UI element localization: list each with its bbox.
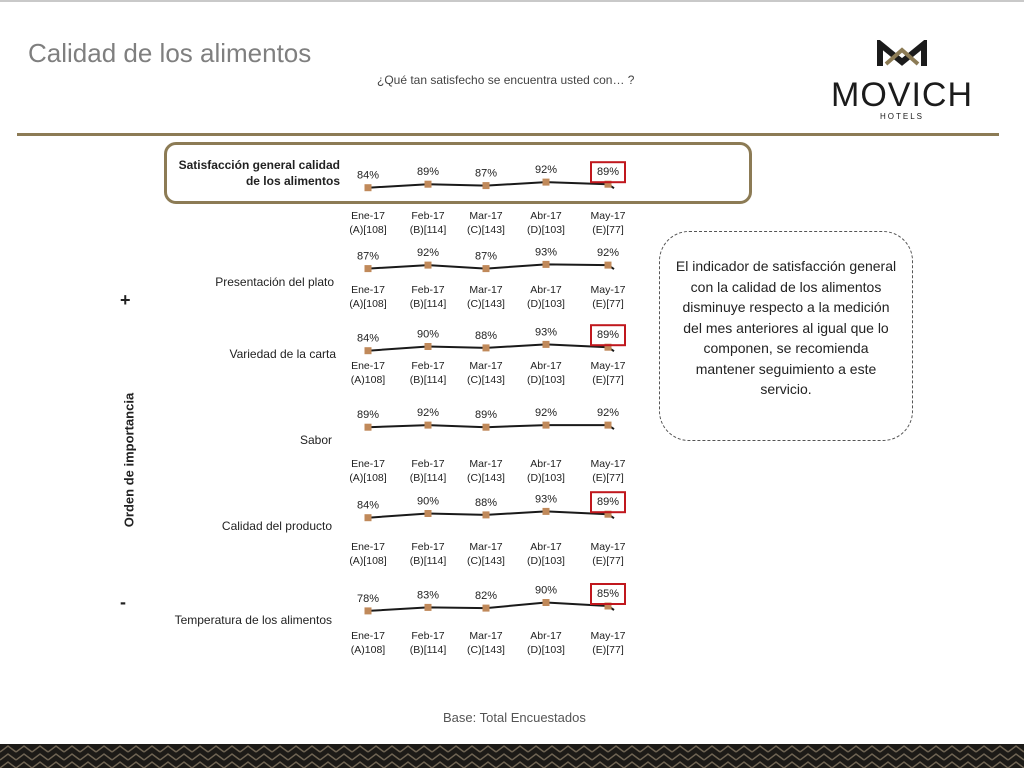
- flavor-category-sub-label-1: (A)[108]: [349, 472, 387, 484]
- variety-data-label-4: 93%: [534, 326, 558, 339]
- base-note: Base: Total Encuestados: [443, 710, 586, 725]
- overall-category-label-5: May-17: [590, 210, 626, 222]
- variety-category-sub-label-2: (B)[114]: [409, 374, 447, 386]
- temperature-category-sub-label-2: (B)[114]: [409, 644, 447, 656]
- overall-category-sub-label-3: (C)[143]: [467, 224, 505, 236]
- row-label-presentation: Presentación del plato: [215, 275, 334, 289]
- presentation-point-4: [543, 261, 550, 268]
- temperature-point-1: [365, 607, 372, 614]
- variety-category-label-5: May-17: [590, 360, 626, 372]
- flavor-point-4: [543, 422, 550, 429]
- flavor-data-label-4: 92%: [534, 407, 558, 420]
- temperature-category-label-4: Abr-17: [530, 630, 562, 642]
- row-label-overall: Satisfacción general calidad de los alimentos: [178, 158, 340, 188]
- flavor-point-1: [365, 424, 372, 431]
- overall-category-label-2: Feb-17: [411, 210, 445, 222]
- product-quality-series-line: [368, 511, 614, 518]
- flavor-data-label-2: 92%: [416, 407, 440, 420]
- variety-data-label-5: 89%: [596, 329, 620, 342]
- variety-category-sub-label-1: (A)108]: [350, 374, 386, 386]
- temperature-category-sub-label-4: (D)[103]: [527, 644, 565, 656]
- flavor-point-3: [483, 424, 490, 431]
- presentation-category-label-5: May-17: [590, 284, 626, 296]
- flavor-category-label-2: Feb-17: [411, 458, 445, 470]
- row-label-temperature: Temperatura de los alimentos: [174, 613, 332, 627]
- flavor-data-label-3: 89%: [474, 409, 498, 422]
- flavor-category-label-1: Ene-17: [351, 458, 385, 470]
- overall-data-label-4: 92%: [534, 164, 558, 177]
- presentation-category-sub-label-2: (B)[114]: [409, 298, 447, 310]
- temperature-point-2: [425, 604, 432, 611]
- product-quality-point-4: [543, 508, 550, 515]
- presentation-category-label-3: Mar-17: [469, 284, 503, 296]
- variety-data-label-1: 84%: [356, 332, 380, 345]
- product-quality-category-sub-label-2: (B)[114]: [409, 555, 447, 567]
- presentation-series-line: [368, 264, 614, 269]
- flavor-category-sub-label-4: (D)[103]: [527, 472, 565, 484]
- overall-category-sub-label-1: (A)[108]: [349, 224, 387, 236]
- row-label-product-quality: Calidad del producto: [221, 519, 332, 533]
- overall-category-sub-label-4: (D)[103]: [527, 224, 565, 236]
- presentation-category-sub-label-1: (A)[108]: [349, 298, 387, 310]
- flavor-data-label-5: 92%: [596, 407, 620, 420]
- presentation-data-label-3: 87%: [474, 250, 498, 263]
- flavor-point-5: [605, 422, 612, 429]
- variety-category-sub-label-5: (E)[77]: [592, 374, 624, 386]
- variety-point-1: [365, 347, 372, 354]
- overall-data-label-2: 89%: [416, 166, 440, 179]
- temperature-data-label-2: 83%: [416, 589, 440, 602]
- row-label-variety: Variedad de la carta: [229, 347, 336, 361]
- flavor-category-sub-label-5: (E)[77]: [592, 472, 624, 484]
- overall-category-label-4: Abr-17: [530, 210, 562, 222]
- overall-data-label-1: 84%: [356, 169, 380, 182]
- variety-category-label-1: Ene-17: [351, 360, 385, 372]
- temperature-data-label-5: 85%: [596, 588, 620, 600]
- presentation-point-2: [425, 262, 432, 269]
- variety-data-label-3: 88%: [474, 329, 498, 342]
- product-quality-category-label-3: Mar-17: [469, 541, 503, 553]
- presentation-data-label-2: 92%: [416, 247, 440, 260]
- variety-category-label-2: Feb-17: [411, 360, 445, 372]
- variety-category-label-4: Abr-17: [530, 360, 562, 372]
- flavor-category-label-4: Abr-17: [530, 458, 562, 470]
- overall-category-label-3: Mar-17: [469, 210, 503, 222]
- product-quality-category-label-4: Abr-17: [530, 541, 562, 553]
- overall-point-4: [543, 179, 550, 186]
- temperature-point-3: [483, 605, 490, 612]
- decorative-footer-band: [0, 744, 1024, 768]
- variety-category-sub-label-3: (C)[143]: [467, 374, 505, 386]
- flavor-data-label-1: 89%: [356, 409, 380, 422]
- product-quality-category-sub-label-4: (D)[103]: [527, 555, 565, 567]
- product-quality-data-label-5: 89%: [596, 496, 620, 509]
- page-subtitle: ¿Qué tan satisfecho se encuentra usted con… ?: [377, 73, 635, 87]
- temperature-category-sub-label-1: (A)108]: [350, 644, 386, 656]
- logo-brand: MOVICH: [831, 76, 973, 114]
- presentation-category-sub-label-4: (D)[103]: [527, 298, 565, 310]
- product-quality-category-label-1: Ene-17: [351, 541, 385, 553]
- page-title: Calidad de los alimentos: [28, 38, 312, 68]
- overall-point-1: [365, 184, 372, 191]
- temperature-category-label-2: Feb-17: [411, 630, 445, 642]
- overall-point-2: [425, 181, 432, 188]
- overall-category-sub-label-2: (B)[114]: [409, 224, 447, 236]
- flavor-category-sub-label-2: (B)[114]: [409, 472, 447, 484]
- overall-series-line: [368, 182, 614, 188]
- logo-sub: HOTELS: [879, 112, 925, 121]
- presentation-category-sub-label-5: (E)[77]: [592, 298, 624, 310]
- temperature-category-sub-label-3: (C)[143]: [467, 644, 505, 656]
- product-quality-data-label-2: 90%: [416, 495, 440, 508]
- temperature-category-label-3: Mar-17: [469, 630, 503, 642]
- product-quality-category-sub-label-1: (A)[108]: [349, 555, 387, 567]
- importance-axis-title: Orden de importancia: [121, 392, 137, 528]
- flavor-category-label-3: Mar-17: [469, 458, 503, 470]
- presentation-point-3: [483, 265, 490, 272]
- product-quality-data-label-1: 84%: [356, 499, 380, 512]
- flavor-point-2: [425, 422, 432, 429]
- flavor-series-line: [368, 425, 614, 429]
- temperature-data-label-1: 78%: [356, 592, 380, 605]
- variety-category-label-3: Mar-17: [469, 360, 503, 372]
- product-quality-category-sub-label-5: (E)[77]: [592, 555, 624, 567]
- temperature-series-line: [368, 603, 614, 611]
- importance-minus-sign: -: [120, 592, 126, 612]
- product-quality-category-label-5: May-17: [590, 541, 626, 553]
- insight-callout: El indicador de satisfacción general con la calidad de los alimentos disminuye respecto a la medición del mes anteriores al igual que lo componen, se recomienda mantener seguimiento a este servicio.: [659, 231, 913, 441]
- variety-category-sub-label-4: (D)[103]: [527, 374, 565, 386]
- overall-point-3: [483, 182, 490, 189]
- product-quality-data-label-4: 93%: [534, 493, 558, 506]
- presentation-point-1: [365, 265, 372, 272]
- row-label-flavor: Sabor: [299, 433, 332, 447]
- product-quality-category-label-2: Feb-17: [411, 541, 445, 553]
- presentation-data-label-4: 93%: [534, 246, 558, 259]
- product-quality-point-2: [425, 510, 432, 517]
- product-quality-category-sub-label-3: (C)[143]: [467, 555, 505, 567]
- flavor-category-label-5: May-17: [590, 458, 626, 470]
- variety-data-label-2: 90%: [416, 328, 440, 341]
- presentation-category-sub-label-3: (C)[143]: [467, 298, 505, 310]
- presentation-point-5: [605, 262, 612, 269]
- overall-category-sub-label-5: (E)[77]: [592, 224, 624, 236]
- product-quality-point-3: [483, 511, 490, 518]
- variety-point-4: [543, 341, 550, 348]
- temperature-data-label-3: 82%: [474, 590, 498, 603]
- product-quality-data-label-3: 88%: [474, 496, 498, 509]
- variety-series-line: [368, 344, 614, 351]
- temperature-category-label-5: May-17: [590, 630, 626, 642]
- product-quality-point-1: [365, 514, 372, 521]
- variety-point-2: [425, 343, 432, 350]
- presentation-category-label-4: Abr-17: [530, 284, 562, 296]
- overall-data-label-3: 87%: [474, 167, 498, 180]
- temperature-category-sub-label-5: (E)[77]: [592, 644, 624, 656]
- presentation-data-label-1: 87%: [356, 250, 380, 263]
- temperature-category-label-1: Ene-17: [351, 630, 385, 642]
- overall-data-label-5: 89%: [596, 166, 620, 179]
- flavor-category-sub-label-3: (C)[143]: [467, 472, 505, 484]
- temperature-data-label-4: 90%: [534, 584, 558, 597]
- overall-category-label-1: Ene-17: [351, 210, 385, 222]
- presentation-category-label-2: Feb-17: [411, 284, 445, 296]
- presentation-data-label-5: 92%: [596, 247, 620, 260]
- variety-point-3: [483, 344, 490, 351]
- importance-plus-sign: +: [120, 290, 131, 310]
- presentation-category-label-1: Ene-17: [351, 284, 385, 296]
- temperature-point-4: [543, 599, 550, 606]
